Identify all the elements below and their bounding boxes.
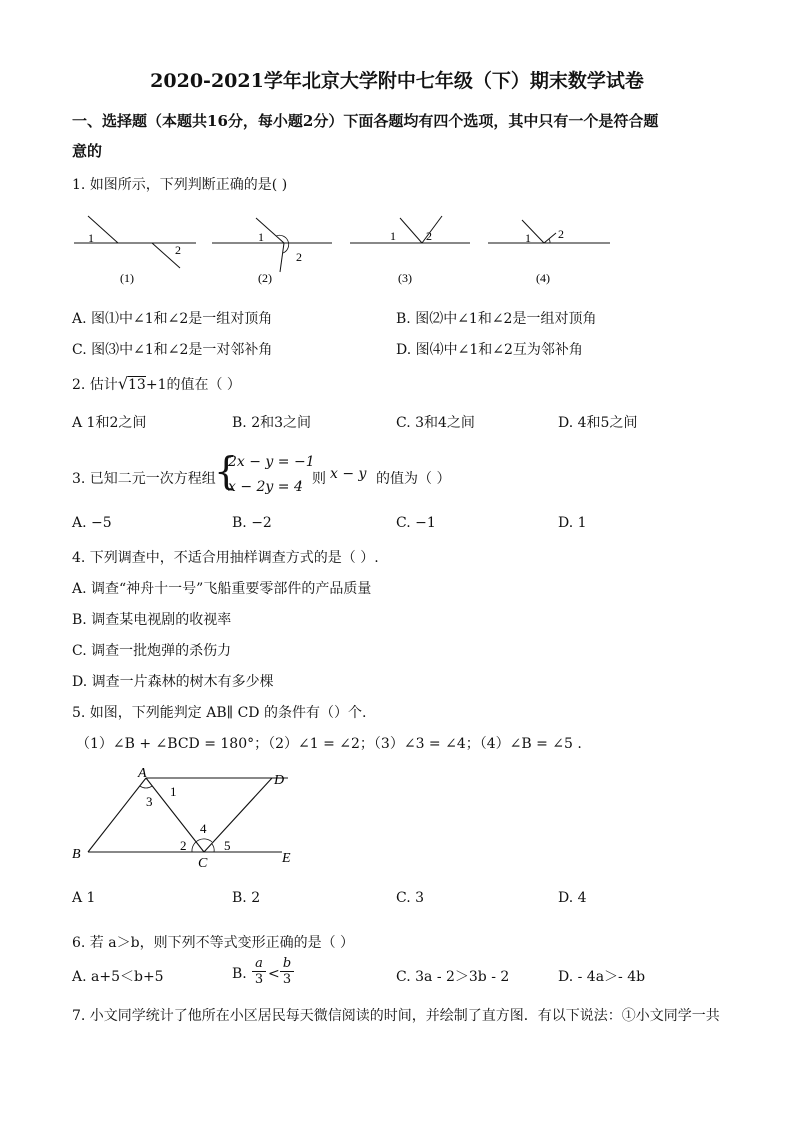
q1-fig2-angle-2: 2 <box>296 250 302 264</box>
q2-prefix: 2. 估计 <box>72 377 118 393</box>
q1-option-d[interactable]: D. 图⑷中∠1和∠2互为邻补角 <box>396 342 583 358</box>
angle-2-label: 2 <box>180 838 187 853</box>
q3-equation-2: x − 2y = 4 <box>228 479 303 495</box>
q2-suffix: +1的值在（ ） <box>145 377 241 393</box>
question-6-stem: 6. 若 a＞b，则下列不等式变形正确的是（ ） <box>72 935 355 951</box>
q1-fig2-caption: (2) <box>258 271 272 285</box>
section-heading: 一、选择题（本题共16分，每小题2分）下面各题均有四个选项，其中只有一个是符合题 <box>72 112 659 130</box>
q5-option-b[interactable]: B. 2 <box>232 890 261 906</box>
question-7-stem: 7. 小文同学统计了他所在小区居民每天微信阅读的时间，并绘制了直方图．有以下说法：①小文同学一共 <box>72 1008 720 1024</box>
question-1-stem: 1. 如图所示，下列判断正确的是( ) <box>72 177 288 193</box>
q1-fig1-angle-1: 1 <box>88 231 94 245</box>
q3-option-c[interactable]: C. −1 <box>396 515 436 531</box>
q3-mid: ，则 <box>298 471 326 487</box>
q6-option-a[interactable]: A. a+5＜b+5 <box>72 969 164 985</box>
question-2-stem <box>72 374 241 394</box>
q1-fig3-angle-1: 1 <box>390 229 396 243</box>
q6-frac-a-den: 3 <box>254 972 264 987</box>
q1-figure-2 <box>212 218 332 285</box>
q1-option-a[interactable]: A. 图⑴中∠1和∠2是一组对顶角 <box>72 311 273 327</box>
sqrt-symbol: √ <box>117 374 129 393</box>
angle-3-label: 3 <box>146 794 153 809</box>
q3-suffix: 的值为（ ） <box>376 471 451 487</box>
angle-1-label: 1 <box>170 784 177 799</box>
q1-fig2-angle-1: 1 <box>258 230 264 244</box>
q1-option-b[interactable]: B. 图⑵中∠1和∠2是一组对顶角 <box>396 311 597 327</box>
q2-option-b[interactable]: B. 2和3之间 <box>232 415 312 431</box>
q1-fig4-caption: (4) <box>536 271 550 285</box>
q2-option-a[interactable]: A 1和2之间 <box>72 415 147 431</box>
point-e-label: E <box>282 851 291 866</box>
q1-figure-3 <box>350 216 470 285</box>
q6-frac-a <box>252 956 266 988</box>
q3-option-b[interactable]: B. −2 <box>232 515 272 531</box>
q1-fig3-caption: (3) <box>398 271 412 285</box>
system-brace: { <box>214 449 239 493</box>
section-heading-cont: 意的 <box>72 142 103 160</box>
q1-fig1-caption: (1) <box>120 271 134 285</box>
q3-equation-1: 2x − y = −1 <box>228 454 315 470</box>
q1-figure-4 <box>488 220 610 285</box>
q2-option-c[interactable]: C. 3和4之间 <box>396 415 475 431</box>
q2-radicand: 13 <box>128 377 146 393</box>
angle-4-label: 4 <box>200 821 207 836</box>
q1-fig3-angle-2: 2 <box>426 229 432 243</box>
page-title: 2020-2021学年北京大学附中七年级（下）期末数学试卷 <box>150 70 644 92</box>
angle-5-label: 5 <box>224 838 231 853</box>
q3-option-d[interactable]: D. 1 <box>558 515 587 531</box>
q3-expression: x − y <box>330 466 367 482</box>
q3-option-a[interactable]: A. −5 <box>72 515 112 531</box>
q6-option-c[interactable]: C. 3a - 2＞3b - 2 <box>396 969 510 985</box>
point-a-label: A <box>138 766 147 781</box>
question-5-stem: 5. 如图，下列能判定 AB∥ CD 的条件有（）个. <box>72 705 367 721</box>
point-d-label: D <box>274 773 285 788</box>
point-b-label: B <box>72 847 81 862</box>
q6-option-b[interactable] <box>232 966 247 982</box>
q5-option-d[interactable]: D. 4 <box>558 890 587 906</box>
q1-figures <box>60 206 640 290</box>
q3-prefix: 3. 已知二元一次方程组 <box>72 471 216 487</box>
q1-fig4-angle-2: 2 <box>558 227 564 241</box>
q4-option-a[interactable]: A. 调查“神舟十一号”飞船重要零部件的产品质量 <box>72 581 372 597</box>
q6-frac-a-num: a <box>252 956 266 972</box>
q4-option-c[interactable]: C. 调查一批炮弹的杀伤力 <box>72 643 232 659</box>
q6-option-b-lt: < <box>268 966 280 982</box>
q4-option-d[interactable]: D. 调查一片森林的树木有多少棵 <box>72 674 274 690</box>
q4-option-b[interactable]: B. 调查某电视剧的收视率 <box>72 612 232 628</box>
q6-frac-b-den: 3 <box>282 972 292 987</box>
q1-fig1-angle-2: 2 <box>175 243 181 257</box>
q6-frac-b-num: b <box>280 956 294 972</box>
q6-frac-b <box>280 956 294 988</box>
q5-conditions: （1）∠B + ∠BCD = 180°；（2）∠1 = ∠2；（3）∠3 = ∠4；（4）∠B = ∠5 . <box>76 736 582 752</box>
q6-option-b-prefix: B. <box>232 966 247 982</box>
q5-option-c[interactable]: C. 3 <box>396 890 425 906</box>
point-c-label: C <box>198 856 208 871</box>
q5-option-a[interactable]: A 1 <box>72 890 96 906</box>
q2-option-d[interactable]: D. 4和5之间 <box>558 415 638 431</box>
question-4-stem: 4. 下列调查中，不适合用抽样调查方式的是（ ）. <box>72 550 379 566</box>
q1-fig4-angle-1: 1 <box>525 231 531 245</box>
q6-option-d[interactable]: D. - 4a＞- 4b <box>558 969 646 985</box>
q1-figure-1 <box>74 216 196 285</box>
q1-option-c[interactable]: C. 图⑶中∠1和∠2是一对邻补角 <box>72 342 273 358</box>
q5-figure <box>66 764 306 872</box>
